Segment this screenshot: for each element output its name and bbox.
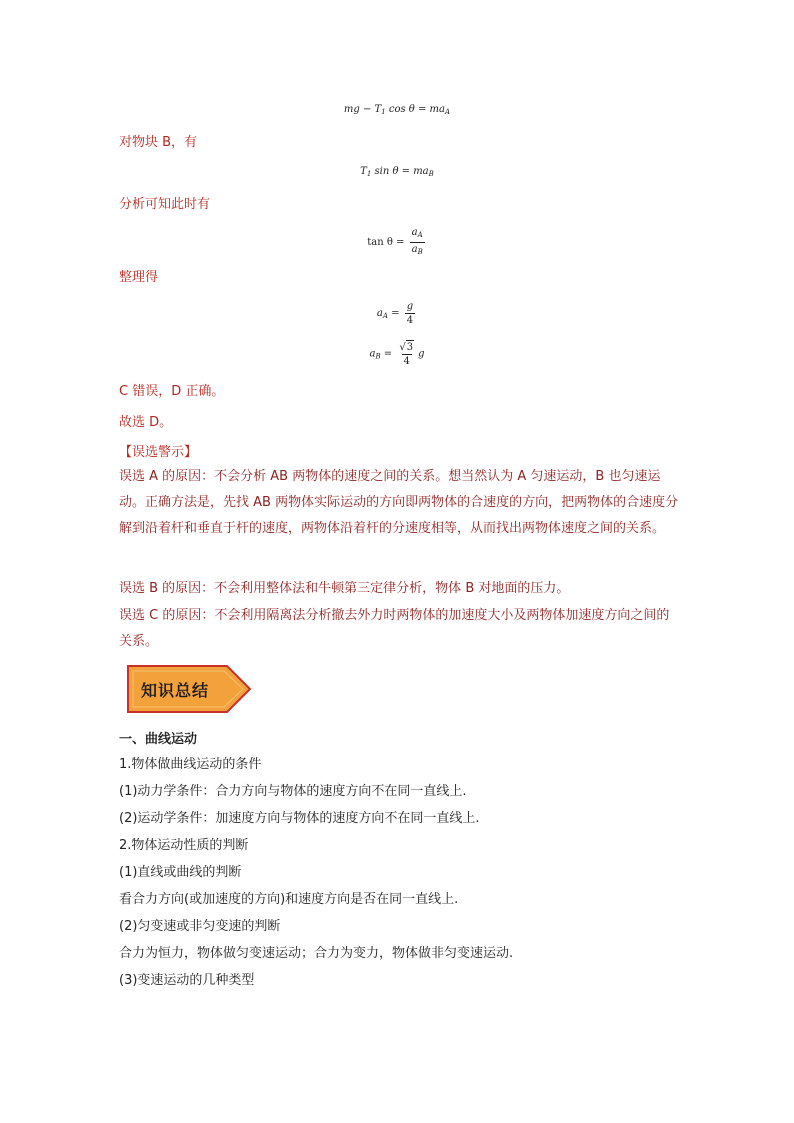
eq5-den: 4	[403, 356, 410, 367]
eq3-fraction	[410, 226, 425, 259]
eq3-lhs: tan θ =	[367, 237, 408, 248]
banner-label: 知识总结	[141, 681, 210, 700]
sqrt-symbol: √ 3	[399, 342, 414, 353]
text-arrange: 整理得	[119, 270, 159, 285]
eq4-num: g	[406, 301, 414, 312]
eq5-lhs: a	[369, 348, 376, 360]
eq4-equals: =	[387, 308, 403, 319]
summary-item-2c: (3)变速运动的几种类型	[119, 973, 255, 988]
summary-item-2a: (1)直线或曲线的判断	[119, 865, 242, 880]
summary-item-2a-text: 看合力方向(或加速度的方向)和速度方向是否在同一直线上.	[119, 892, 459, 907]
text-choose-d: 故选 D。	[119, 415, 173, 430]
text-analysis: 分析可知此时有	[119, 197, 211, 212]
eq5-radicand: 3	[406, 342, 414, 353]
reason-a: 误选 A 的原因：不会分析 AB 两物体的速度之间的关系。想当然认为 A 匀速运动，B 也匀速运动。正确方法是，先找 AB 两物体实际运动的方向即两物体的合速度的方向，把两物体的合速度分解到沿着杆和垂直于杆的速度，两物体沿着杆的分速度相等，从而找出两物体速度之间的关系。	[119, 469, 679, 536]
eq3-den-sub: B	[417, 248, 423, 256]
eq2-mid: sin θ = ma	[371, 166, 429, 177]
summary-item-1a: (1)动力学条件：合力方向与物体的速度方向不在同一直线上.	[119, 784, 467, 799]
summary-item-2b-text: 合力为恒力，物体做匀变速运动；合力为变力，物体做非匀变速运动.	[119, 946, 514, 961]
knowledge-summary-banner	[127, 665, 251, 713]
warning-heading: 【误选警示】	[119, 445, 198, 460]
eq1-sub2: A	[445, 108, 451, 116]
equation-tan	[0, 226, 794, 259]
eq4-den: 4	[406, 315, 414, 326]
eq2-sub1: 1	[366, 170, 372, 178]
eq1-sub1: 1	[381, 108, 386, 116]
equation-block-a	[0, 104, 794, 116]
eq4-lhs: a	[376, 308, 383, 319]
equation-aB	[0, 340, 794, 368]
summary-item-1b: (2)运动学条件：加速度方向与物体的速度方向不在同一直线上.	[119, 811, 480, 826]
eq4-fraction	[405, 300, 415, 327]
eq3-num: a	[411, 227, 418, 238]
eq3-num-sub: A	[417, 231, 423, 239]
text-c-wrong-d-right: C 错误，D 正确。	[119, 384, 225, 399]
eq1-mid: cos θ = ma	[385, 104, 445, 115]
summary-item-2b: (2)匀变速或非匀变速的判断	[119, 919, 281, 934]
reason-b: 误选 B 的原因：不会利用整体法和牛顿第三定律分析，物体 B 对地面的压力。	[119, 581, 570, 596]
eq3-den: a	[411, 244, 418, 255]
equation-aA	[0, 300, 794, 327]
summary-item-1: 1.物体做曲线运动的条件	[119, 757, 262, 772]
summary-item-2: 2.物体运动性质的判断	[119, 838, 249, 853]
eq5-fraction	[397, 340, 416, 368]
eq4-lhs-sub: A	[382, 312, 388, 320]
equation-block-b	[0, 166, 794, 178]
eq1-lhs: mg − T	[343, 104, 382, 115]
text-for-block-b: 对物块 B，有	[119, 135, 198, 150]
reason-c: 误选 C 的原因：不会利用隔离法分析撤去外力时两物体的加速度大小及两物体加速度方向之间的关系。	[119, 608, 670, 649]
eq5-tail: g	[418, 348, 425, 360]
eq5-equals: =	[380, 348, 396, 360]
eq2-sub2: B	[428, 170, 434, 178]
eq5-lhs-sub: B	[375, 352, 381, 361]
eq2-lhs: T	[360, 166, 367, 177]
summary-heading: 一、曲线运动	[119, 732, 198, 747]
